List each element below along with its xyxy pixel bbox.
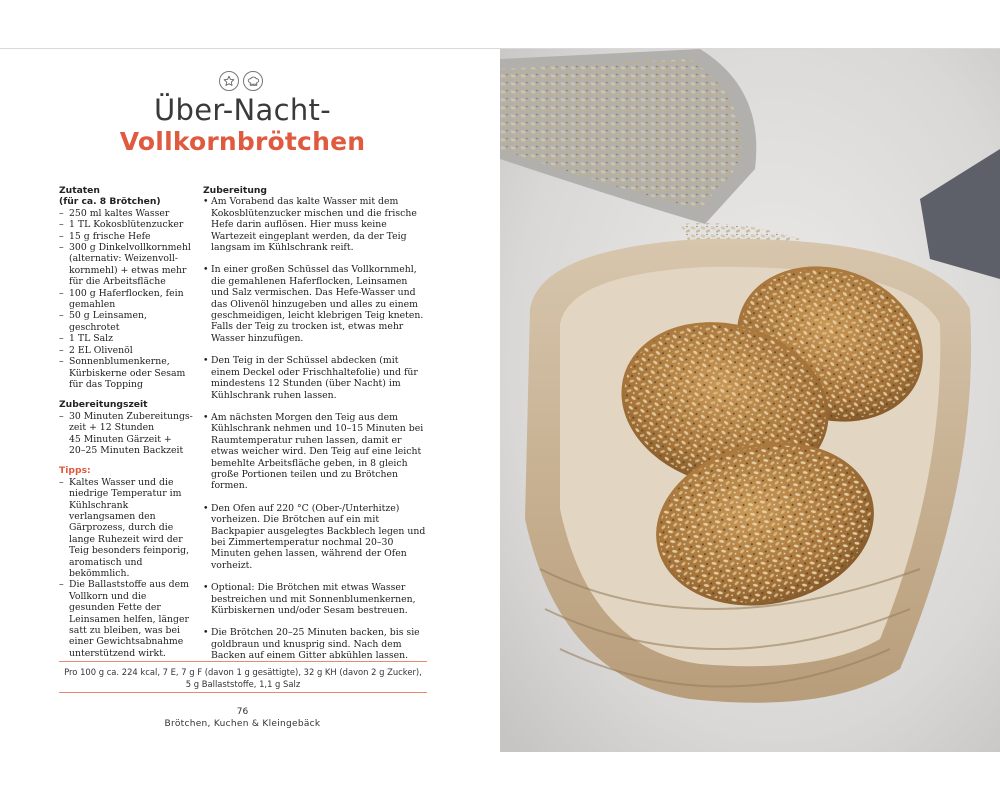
prep-time-heading: Zubereitungszeit — [59, 399, 148, 411]
nutrition-divider-top — [59, 661, 427, 662]
nutrition-line: 5 g Ballaststoffe, 1,1 g Salz — [185, 679, 301, 689]
list-item: • In einer großen Schüssel das Vollkornmehl, die gemahlenen Haferflocken, Leinsamen und Salz vermischen. Das Hefe-Wasser und das Olivenöl hinzugeben und alles zu einem geschmeidigen, leicht klebrigen Teig kneten. Falls der Teig zu trocken ist, etwas mehr Wasser hinzufügen. — [203, 264, 428, 344]
ingredients-list — [59, 208, 194, 391]
bread-rolls-photo — [500, 49, 1000, 752]
chef-hat-icon — [243, 71, 263, 91]
list-item: – Kaltes Wasser und die niedrige Temperatur im Kühlschrank verlangsamen den Gärprozess, durch die lange Ruhezeit wird der Teig besonders feinporig, aromatisch und bekömmlich. — [59, 477, 194, 580]
list-item: – 30 Minuten Zubereitungs-zeit + 12 Stunden — [59, 411, 194, 434]
nutrition-line: Pro 100 g ca. 224 kcal, 7 E, 7 g F (davon 1 g gesättigte), 32 g KH (davon 2 g Zucker), — [64, 667, 422, 677]
prep-time-line: 20–25 Minuten Backzeit — [69, 444, 184, 456]
ingredients-column — [59, 185, 194, 659]
ingredients-heading: Zutaten — [59, 185, 100, 196]
list-item: • Am nächsten Morgen den Teig aus dem Kühlschrank nehmen und 10–15 Minuten bei Raumtemperatur ruhen lassen, damit er etwas weicher wird. Den Teig auf eine leicht bemehlte Arbeitsfläche geben, in 8 gleich große Portionen teilen und zu Brötchen formen. — [203, 412, 428, 492]
tips-heading: Tipps: — [59, 465, 91, 477]
running-title: Brötchen, Kuchen & Kleingebäck — [164, 719, 321, 729]
list-item: • Den Teig in der Schüssel abdecken (mit einem Deckel oder Frischhaltefolie) und für mindestens 12 Stunden (über Nacht) im Kühlschrank ruhen lassen. — [203, 355, 428, 401]
prep-time-line: 45 Minuten Gärzeit + — [69, 433, 172, 445]
list-item: • Den Ofen auf 220 °C (Ober-/Unterhitze) vorheizen. Die Brötchen auf ein mit Backpapier ausgelegtes Backblech legen und bei Zimmertemperatur nochmal 20–30 Minuten gehen lassen, während der Ofen vorheizt. — [203, 503, 428, 571]
preparation-heading: Zubereitung — [203, 185, 267, 196]
star-icon — [219, 71, 239, 91]
left-page — [0, 49, 500, 752]
right-page — [500, 49, 1000, 752]
list-item: – 300 g Dinkelvollkornmehl (alternativ: Weizenvoll-kornmehl) + etwas mehr für die Arbeitsfläche — [59, 242, 194, 288]
ingredients-yield: (für ca. 8 Brötchen) — [59, 196, 161, 208]
recipe-title-line1: Über-Nacht- — [154, 93, 331, 127]
preparation-column — [203, 185, 428, 673]
list-item: – Sonnenblumenkerne, Kürbiskerne oder Sesam für das Topping — [59, 356, 194, 390]
list-item: – 15 g frische Hefe — [59, 231, 194, 242]
list-item: – 100 g Haferflocken, fein gemahlen — [59, 288, 194, 311]
list-item: – 250 ml kaltes Wasser — [59, 208, 194, 219]
preparation-steps — [203, 196, 428, 661]
nutrition-info — [59, 666, 427, 690]
prep-time-list — [59, 411, 194, 434]
list-item: – 1 TL Salz — [59, 333, 194, 344]
list-item: • Die Brötchen 20–25 Minuten backen, bis sie goldbraun und knusprig sind. Nach dem Backen auf einem Gitter abkühlen lassen. — [203, 627, 428, 661]
list-item: – 50 g Leinsamen, geschrotet — [59, 310, 194, 333]
list-item: – 2 EL Olivenöl — [59, 345, 194, 356]
recipe-icons — [219, 71, 263, 93]
tips-list — [59, 477, 194, 660]
list-item: • Optional: Die Brötchen mit etwas Wasser bestreichen und mit Sonnenblumenkernen, Kürbiskernen und/oder Sesam bestreuen. — [203, 582, 428, 616]
list-item: • Am Vorabend das kalte Wasser mit dem Kokosblütenzucker mischen und die frische Hefe darin auflösen. Hier muss keine Wartezeit eingeplant werden, da der Teig langsam im Kühlschrank reift. — [203, 196, 428, 253]
recipe-title-line2: Vollkornbrötchen — [119, 127, 366, 156]
nutrition-divider-bottom — [59, 692, 427, 693]
book-spread — [0, 48, 1000, 751]
list-item: – Die Ballaststoffe aus dem Vollkorn und die gesunden Fette der Leinsamen helfen, länger satt zu bleiben, was bei einer Gewichtsabnahme unterstützend wirkt. — [59, 579, 194, 659]
list-item: – 1 TL Kokosblütenzucker — [59, 219, 194, 230]
page-number: 76 — [236, 707, 249, 717]
